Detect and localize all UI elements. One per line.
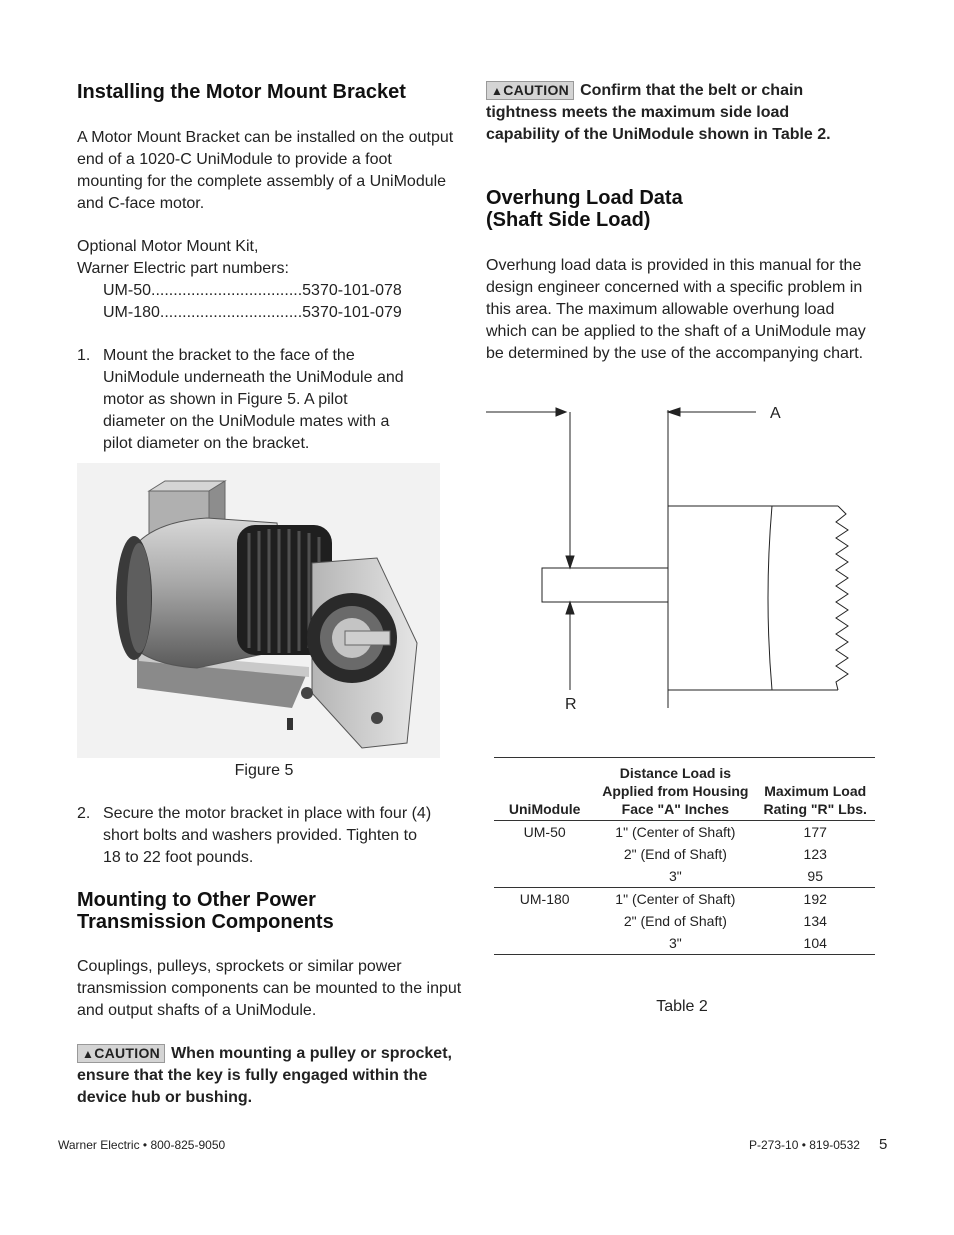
caution-text: Confirm that the belt or chain tightness meets the maximum side load capability of the UniModule shown in Table 2. (486, 82, 831, 143)
part-row-um50 (103, 280, 402, 302)
arrow-down (566, 556, 574, 568)
cell-load: 123 (803, 846, 827, 862)
table-row (494, 865, 875, 888)
kit-line-2: Warner Electric part numbers: (77, 260, 289, 277)
step-number: 1. (77, 347, 91, 364)
caution-label: CAUTION (503, 82, 570, 98)
section-title-overhung-2: (Shaft Side Load) (486, 209, 651, 231)
shaft-rect (542, 568, 668, 602)
figure-5-photo (77, 463, 440, 758)
arrow-up (566, 602, 574, 614)
part-number: 5370-101-079 (302, 304, 402, 321)
part-name: UM-180 (103, 304, 160, 321)
step-text: Mount the bracket to the face of the UniModule underneath the UniModule and motor as shown in Figure 5. A pilot diameter on the UniModule mates with a pilot diameter on the bracket. (103, 347, 404, 452)
figure-caption: Figure 5 (234, 762, 294, 779)
page-number: 5 (879, 1136, 888, 1153)
cell-distance: 1" (Center of Shaft) (615, 891, 736, 907)
section-title-mounting: Mounting to Other Power Transmission Components (77, 889, 334, 933)
cell-unimodule: UM-180 (519, 891, 570, 907)
table-header-row (494, 758, 875, 821)
motor-bracket-illustration (77, 463, 440, 758)
cell-load: 192 (803, 891, 827, 907)
cell-load: 134 (803, 913, 827, 929)
cell-load: 177 (803, 824, 827, 840)
cell-distance: 1" (Center of Shaft) (615, 824, 736, 840)
part-number: 5370-101-078 (302, 282, 402, 299)
part-dots: ................................ (159, 304, 303, 321)
table-row (494, 888, 875, 911)
diagram-label-r: R (565, 696, 577, 713)
table-row (494, 843, 875, 865)
caution-text: When mounting a pulley or sprocket, ensure that the key is fully engaged within the device hub or bushing. (77, 1045, 452, 1106)
cell-load: 104 (803, 935, 827, 951)
caution-block-left (77, 1043, 462, 1109)
arrow-right (556, 408, 566, 416)
overhung-paragraph: Overhung load data is provided in this manual for the design engineer concerned with a specific problem in this area. The maximum allowable overhung load which can be applied to the shaft of a UniModule may be determined by the use of the accompanying chart. (486, 257, 866, 362)
caution-label: CAUTION (94, 1045, 161, 1061)
footer-doc-number: P-273-10 • 819-0532 (749, 1138, 860, 1152)
intro-paragraph: A Motor Mount Bracket can be installed on the output end of a 1020-C UniModule to provide a foot mounting for the complete assembly of a UniModule and C-face motor. (77, 129, 454, 212)
diagram-label-a: A (770, 405, 781, 422)
header-unimodule: UniModule (508, 801, 581, 817)
table-row (494, 910, 875, 932)
warning-triangle-icon: ▲ (491, 84, 504, 98)
caution-block-right (486, 80, 856, 146)
cell-unimodule (494, 910, 595, 932)
cell-load: 95 (807, 868, 823, 884)
cell-unimodule (494, 865, 595, 888)
break-line (836, 506, 848, 690)
mounting-paragraph: Couplings, pulleys, sprockets or similar power transmission components can be mounted to the input and output shafts of a UniModule. (77, 958, 462, 1019)
cell-distance: 3" (668, 935, 682, 951)
part-row-um180 (103, 302, 402, 324)
arrow-left (668, 408, 680, 416)
caution-badge (77, 1044, 165, 1063)
step-1 (77, 345, 412, 455)
cell-distance: 2" (End of Shaft) (623, 913, 727, 929)
table-row (494, 821, 875, 844)
footer-left: Warner Electric • 800-825-9050 (58, 1138, 226, 1152)
cell-distance: 3" (668, 868, 682, 884)
section-title-motor-mount: Installing the Motor Mount Bracket (77, 81, 406, 103)
cell-unimodule (494, 932, 595, 955)
warning-triangle-icon: ▲ (82, 1047, 95, 1061)
table-caption: Table 2 (656, 998, 708, 1015)
header-distance: Distance Load is Applied from Housing Face "A" Inches (602, 765, 749, 817)
shaft-load-diagram (486, 400, 866, 720)
kit-line-1: Optional Motor Mount Kit, (77, 238, 259, 255)
step-text: Secure the motor bracket in place with four (4) short bolts and washers provided. Tighten to 18 to 22 foot pounds. (103, 805, 432, 866)
cell-distance: 2" (End of Shaft) (623, 846, 727, 862)
cell-unimodule (494, 843, 595, 865)
part-name: UM-50 (103, 282, 152, 299)
step-number: 2. (77, 805, 91, 822)
section-title-overhung-1: Overhung Load Data (486, 187, 683, 209)
header-max-load: Maximum Load Rating "R" Lbs. (763, 783, 867, 817)
cell-unimodule: UM-50 (523, 824, 566, 840)
housing-curve (768, 506, 772, 690)
part-dots: .................................. (151, 282, 303, 299)
caution-badge (486, 81, 574, 100)
step-2 (77, 803, 437, 869)
overhung-load-table (494, 757, 875, 955)
table-row (494, 932, 875, 955)
